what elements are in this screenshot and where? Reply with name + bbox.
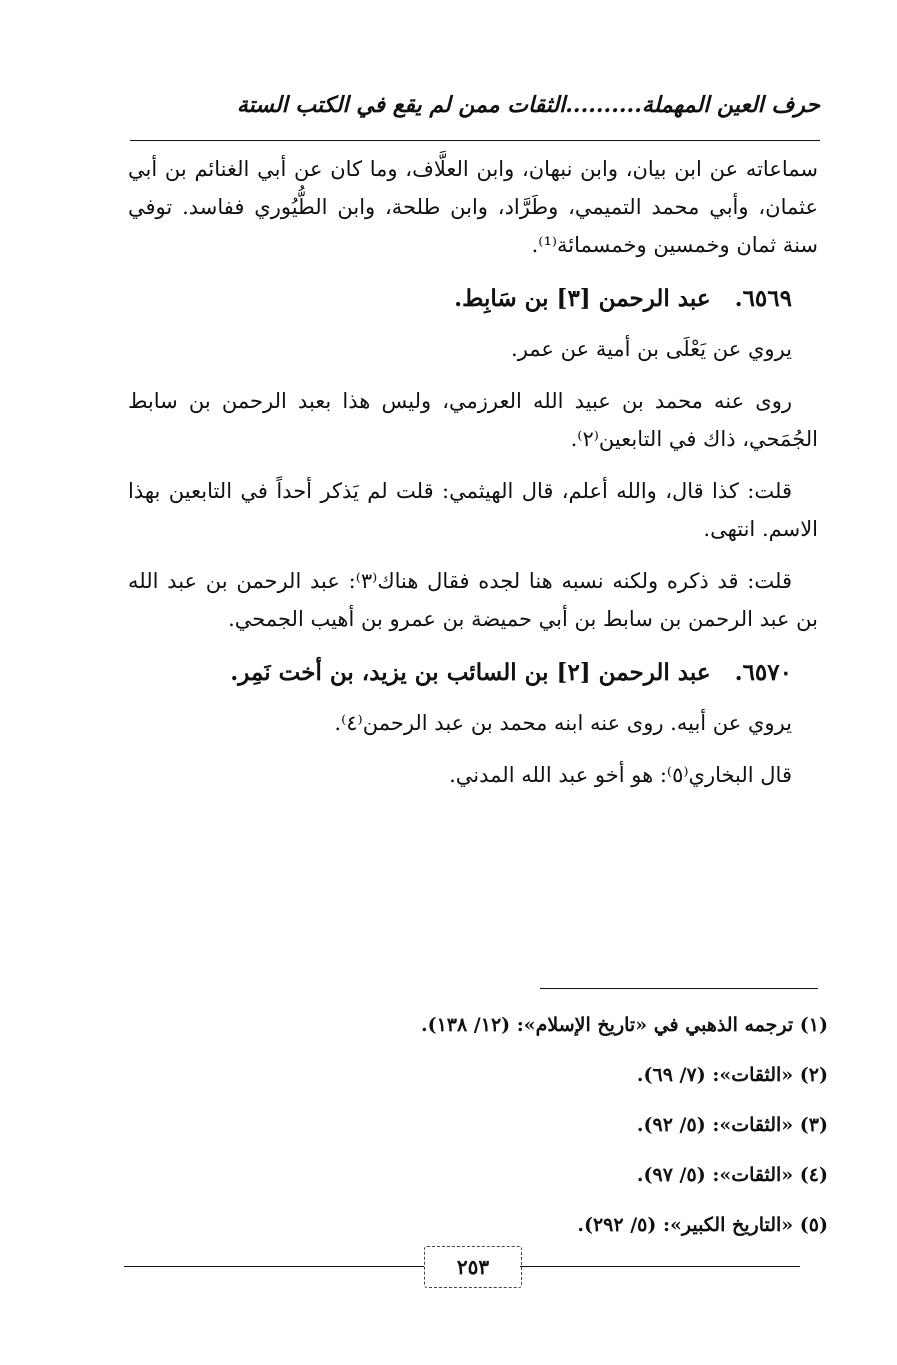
paragraph-5: قلت: قد ذكره ولكنه نسبه هنا لجده فقال هناك⁽٣⁾: عبد الرحمن بن عبد الله بن عبد الرحمن بن سابط بن أبي حميضة بن عمرو بن أهيب الجمحي. [128,569,818,631]
paragraph-2: يروي عن يَعْلَى بن أمية عن عمر. [511,337,792,361]
main-text [128,150,818,794]
footnote-5: (٥) «التاريخ الكبير»: (٥/ ٢٩٢). [577,1214,828,1236]
paragraph-4: قلت: كذا قال، والله أعلم، قال الهيثمي: قلت لم يَذكر أحداً في التابعين بهذا الاسم. انتهى. [128,479,818,541]
paragraph-1: سماعاته عن ابن بيان، وابن نبهان، وابن العلَّاف، وما كان عن أبي الغنائم بن أبي عثمان، وأبي محمد التميمي، وطَرَّاد، وابن طلحة، وابن الطُّيُوري ففاسد. توفي سنة ثمان وخمسين وخمسمائة⁽¹⁾. [128,157,818,257]
running-header: حرف العين المهملة..........الثقات ممن لم يقع في الكتب الستة [236,92,820,118]
footnote-2: (٢) «الثقات»: (٧/ ٦٩). [636,1064,828,1086]
entry-title: عبد الرحمن [٣] بن سَابِط. [454,285,711,312]
bottom-rule-left [124,1266,424,1267]
footnote-separator [540,988,818,989]
entry-6570-heading [128,654,818,692]
bottom-rule-right [520,1266,800,1267]
footnote-4: (٤) «الثقات»: (٥/ ٩٧). [636,1164,828,1186]
footnotes [300,1000,828,1250]
paragraph-6: يروي عن أبيه. روى عنه ابنه محمد بن عبد الرحمن⁽٤⁾. [334,711,792,735]
entry-number: ٦٥٦٩. [734,285,792,312]
footnote-1: (١) ترجمه الذهبي في «تاريخ الإسلام»: (١٢/ ١٣٨). [420,1014,828,1036]
footnote-3: (٣) «الثقات»: (٥/ ٩٢). [636,1114,828,1136]
page-number: ٢٥٣ [424,1246,522,1288]
entry-number: ٦٥٧٠. [734,659,792,686]
header-rule [130,140,820,141]
paragraph-3: روى عنه محمد بن عبيد الله العرزمي، وليس هذا بعبد الرحمن بن سابط الجُمَحي، ذاك في التابعين⁽٢⁾. [128,389,818,451]
paragraph-7: قال البخاري⁽٥⁾: هو أخو عبد الله المدني. [449,763,792,787]
entry-6569-heading [128,280,818,318]
entry-title: عبد الرحمن [٢] بن السائب بن يزيد، بن أخت نَمِر. [230,659,711,686]
